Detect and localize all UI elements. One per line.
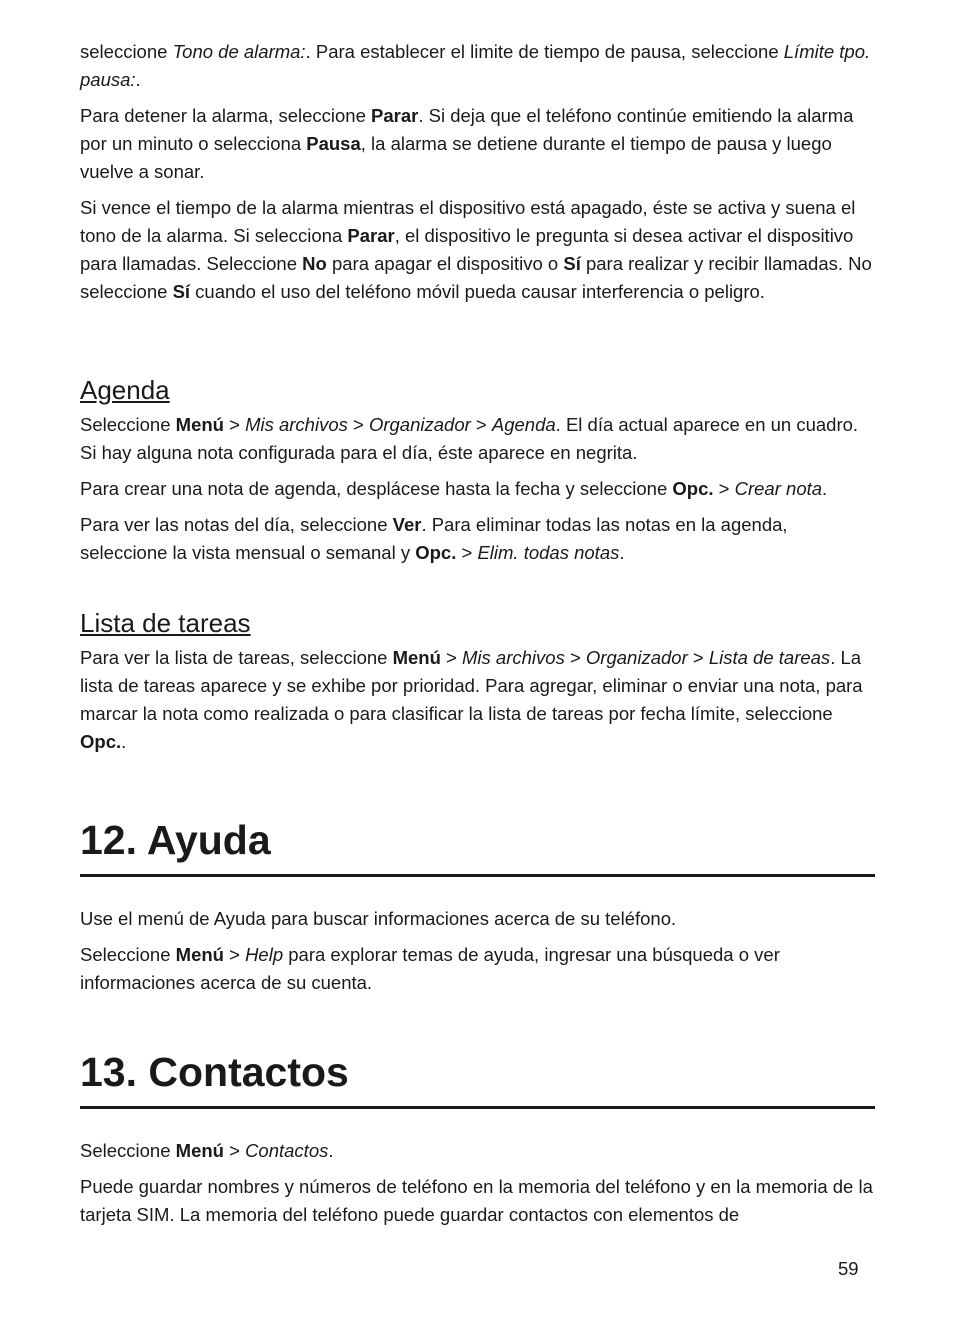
contacts-chapter — [80, 1046, 875, 1237]
todo-list-section — [80, 606, 875, 764]
contacts-chapter-title: 13. Contactos — [80, 1046, 875, 1109]
help-select-paragraph: Seleccione Menú > Help para explorar temas de ayuda, ingresar una búsqueda o ver informaciones acerca de su cuenta. — [80, 944, 780, 993]
agenda-open-paragraph: Seleccione Menú > Mis archivos > Organizador > Agenda. El día actual aparece en un cuadro. Si hay alguna nota configurada para el día, éste aparece en negrita. — [80, 414, 859, 463]
agenda-view-notes-paragraph: Para ver las notas del día, seleccione Ver. Para eliminar todas las notas en la agenda, seleccione la vista mensual o semanal y Opc. > Elim. todas notas. — [80, 514, 788, 563]
todo-list-heading: Lista de tareas — [80, 608, 251, 638]
stop-alarm-paragraph: Para detener la alarma, seleccione Parar. Si deja que el teléfono continúe emitiendo la alarma por un minuto o selecciona Pausa, la alarma se detiene durante el tiempo de pausa y luego vuelve a sonar. — [80, 105, 854, 182]
help-intro-paragraph: Use el menú de Ayuda para buscar informaciones acerca de su teléfono. — [80, 908, 677, 929]
page-number: 59 — [838, 1258, 859, 1279]
agenda-heading: Agenda — [80, 375, 170, 405]
agenda-section — [80, 373, 875, 575]
help-chapter — [80, 814, 875, 1005]
help-chapter-title: 12. Ayuda — [80, 814, 875, 877]
document-page — [80, 38, 875, 1225]
device-off-alarm-paragraph: Si vence el tiempo de la alarma mientras el dispositivo está apagado, éste se activa y suena el tono de la alarma. Si selecciona Parar, el dispositivo le pregunta si desea activar el dispositivo para llamadas. Seleccione No para apagar el dispositivo o Sí para realizar y recibir llamadas. No seleccione Sí cuando el uso del teléfono móvil pueda causar interferencia o peligro. — [80, 197, 872, 302]
alarm-tone-paragraph: seleccione Tono de alarma:. Para establecer el limite de tiempo de pausa, seleccione Límite tpo. pausa:. — [80, 41, 871, 90]
contacts-select-paragraph: Seleccione Menú > Contactos. — [80, 1140, 334, 1161]
todo-list-paragraph: Para ver la lista de tareas, seleccione Menú > Mis archivos > Organizador > Lista de tareas. La lista de tareas aparece y se exhibe por prioridad. Para agregar, eliminar o enviar una nota, para marcar la nota como realizada o para clasificar la lista de tareas por fecha límite, seleccione Opc.. — [80, 647, 863, 752]
agenda-create-note-paragraph: Para crear una nota de agenda, desplácese hasta la fecha y seleccione Opc. > Crear nota. — [80, 478, 828, 499]
contacts-memory-paragraph: Puede guardar nombres y números de teléfono en la memoria del teléfono y en la memoria de la tarjeta SIM. La memoria del teléfono puede guardar contactos con elementos de — [80, 1176, 873, 1225]
